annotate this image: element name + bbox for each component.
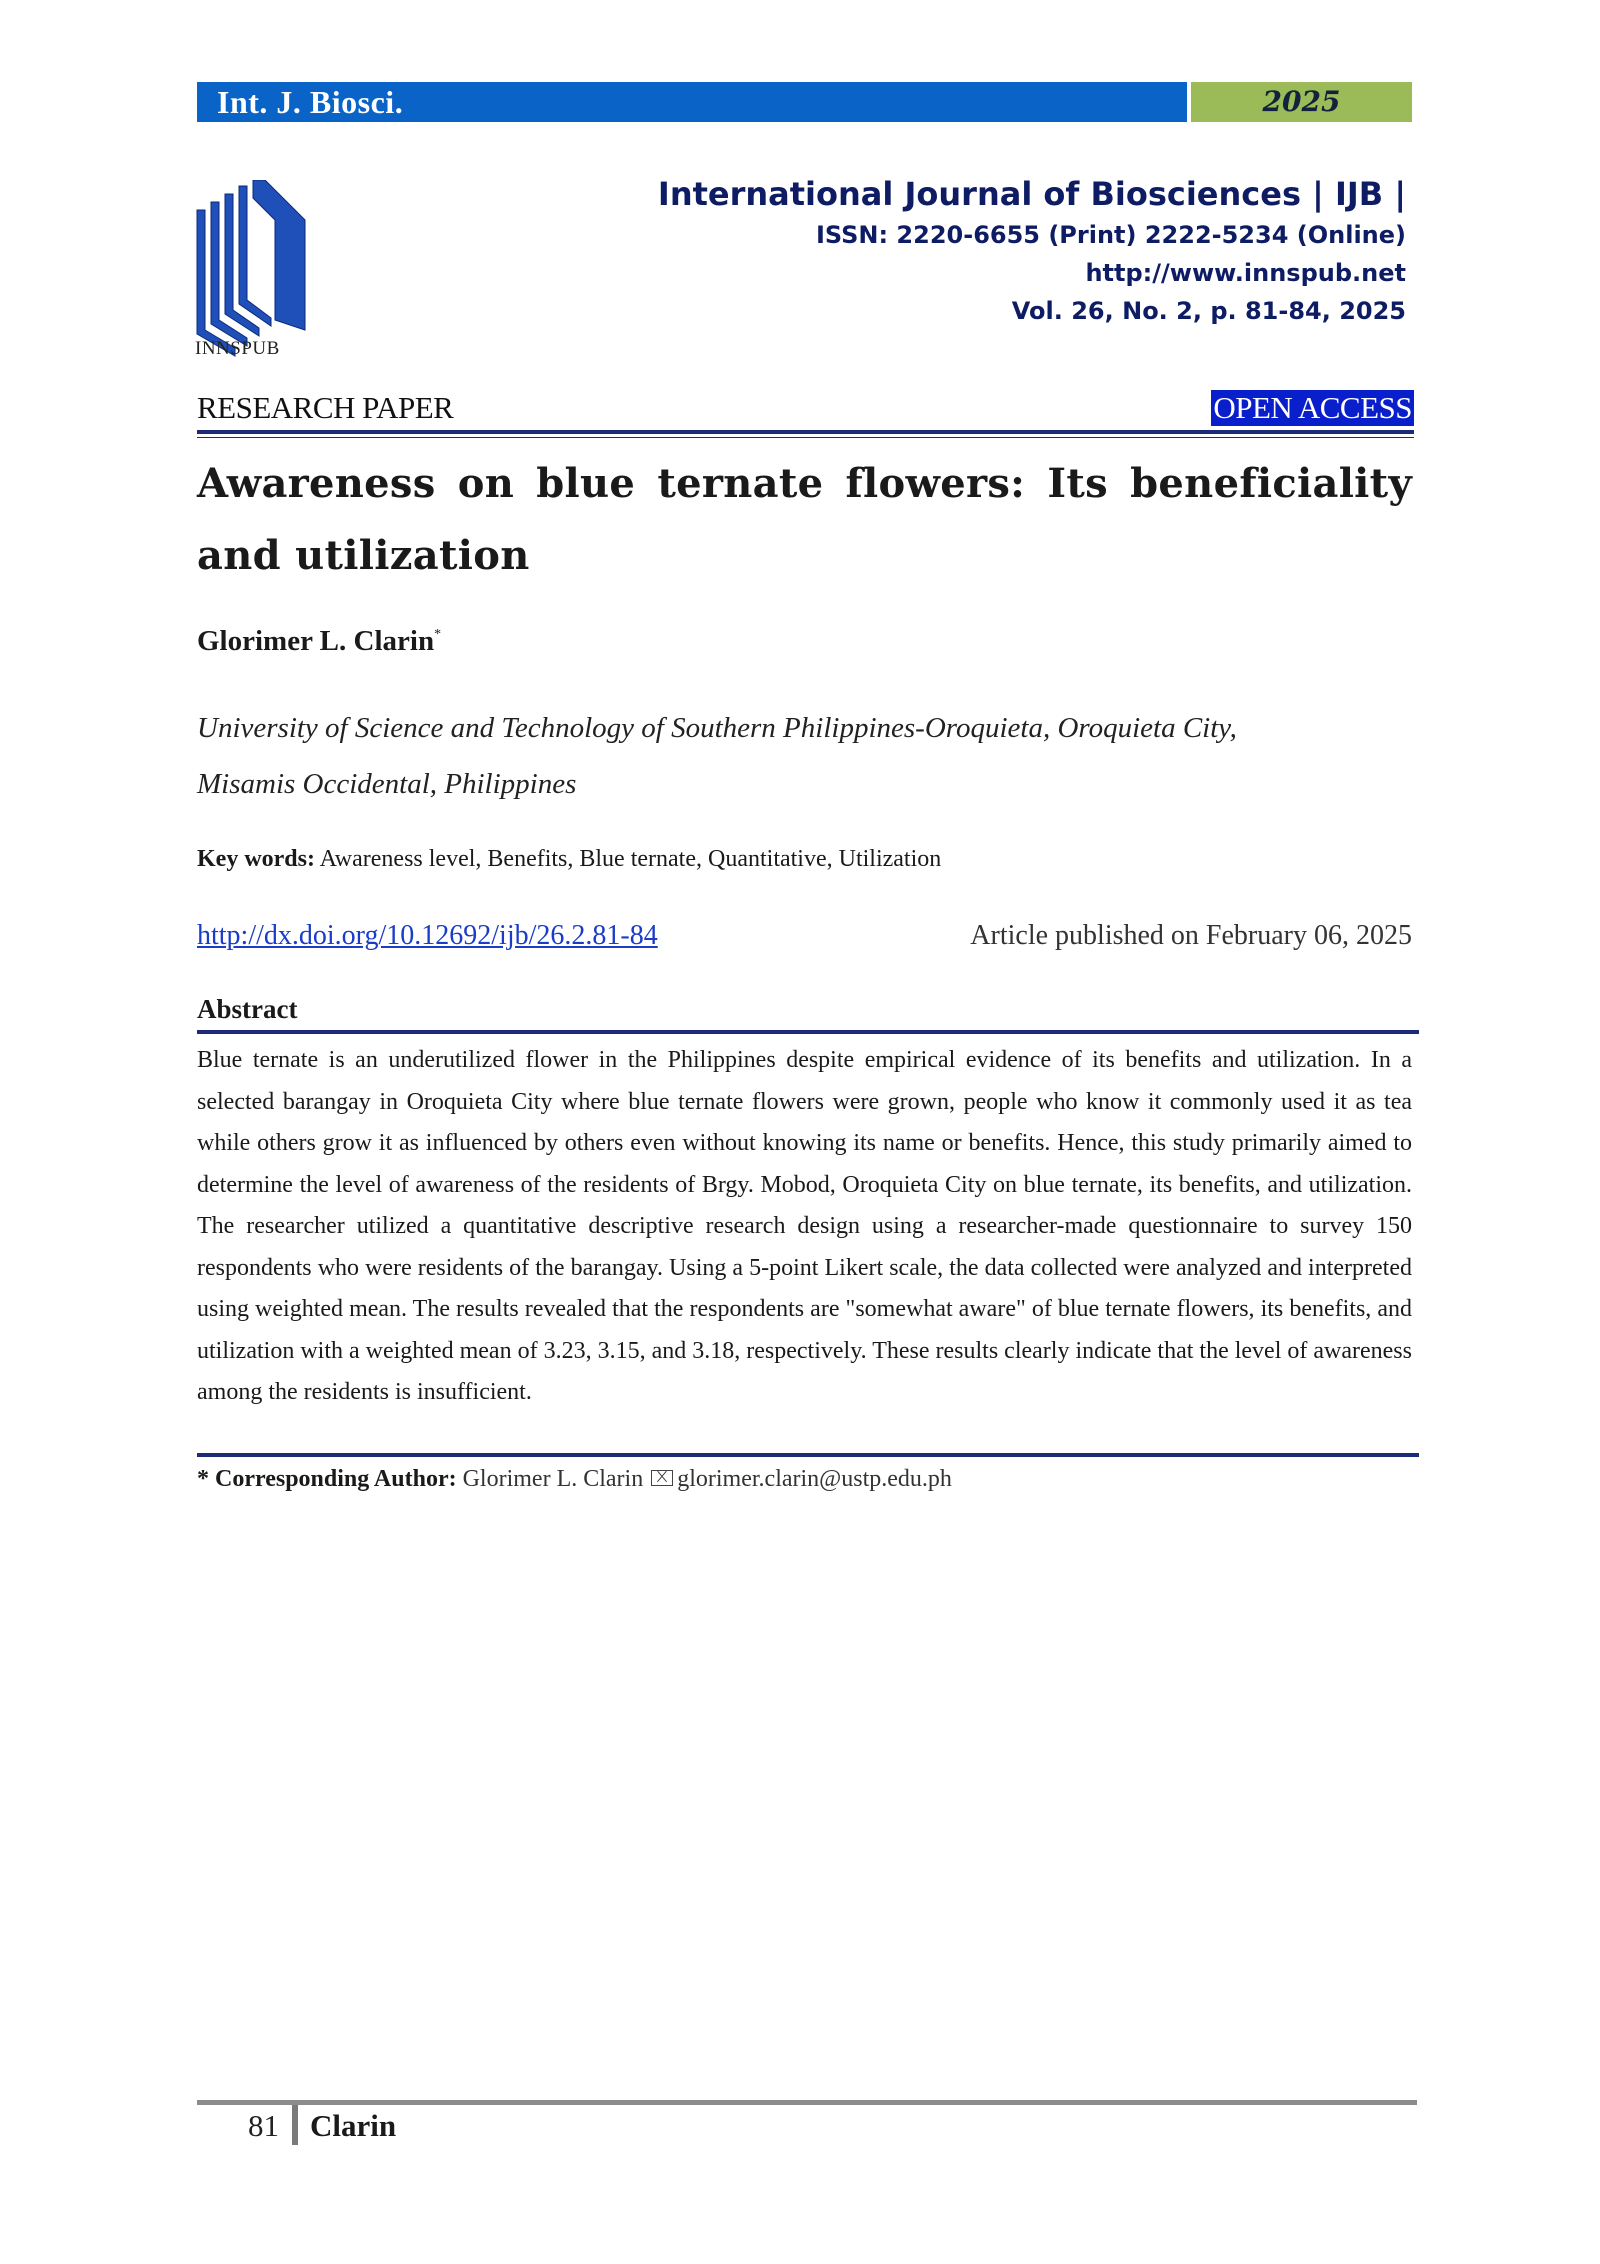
- paper-title: Awareness on blue ternate flowers: Its beneficiality and utilization: [197, 460, 1412, 579]
- doi-link[interactable]: http://dx.doi.org/10.12692/ijb/26.2.81-84: [197, 920, 658, 951]
- affiliation-line2: Misamis Occidental, Philippines: [197, 768, 577, 800]
- page-number: 81: [248, 2108, 279, 2143]
- author-name: Glorimer L. Clarin: [197, 625, 435, 657]
- author: [197, 625, 441, 658]
- header-rule: [197, 430, 1414, 434]
- abstract-rule-top: [197, 1030, 1419, 1034]
- footer-rule: [197, 2100, 1417, 2105]
- footer-divider: [292, 2105, 298, 2145]
- journal-title: International Journal of Biosciences | IJB |: [657, 175, 1406, 213]
- keywords: [197, 846, 941, 873]
- doi-row: [197, 920, 1412, 960]
- paper-type: RESEARCH PAPER: [197, 390, 454, 425]
- journal-url[interactable]: http://www.innspub.net: [1085, 259, 1406, 287]
- corresponding-mark: *: [197, 1466, 209, 1492]
- logo-text: INNSPUB: [195, 338, 280, 359]
- author-mark: *: [434, 627, 442, 642]
- journal-volume: Vol. 26, No. 2, p. 81-84, 2025: [1011, 297, 1406, 325]
- journal-abbrev: Int. J. Biosci.: [197, 82, 1187, 122]
- envelope-icon: [651, 1470, 673, 1486]
- journal-banner: [197, 82, 1412, 122]
- corresponding-name: Glorimer L. Clarin: [462, 1466, 644, 1492]
- abstract-body: Blue ternate is an underutilized flower in the Philippines despite empirical evidence of its benefits and utilization. In a selected barangay in Oroquieta City where blue ternate flowers were grown, people who know it commonly used it as tea while others grow it as influenced by others even without knowing its name or benefits. Hence, this study primarily aimed to determine the level of awareness of the residents of Brgy. Mobod, Oroquieta City on blue ternate, its benefits, and utilization. The researcher utilized a quantitative descriptive research design using a researcher-made questionnaire to survey 150 respondents who were residents of the barangay. Using a 5-point Likert scale, the data collected were analyzed and interpreted using weighted mean. The results revealed that the respondents are "somewhat aware" of blue ternate flowers, its benefits, and utilization with a weighted mean of 3.23, 3.15, and 3.18, respectively. These results clearly indicate that the level of awareness among the residents is insufficient.: [197, 1047, 1412, 1405]
- abstract-rule-bottom: [197, 1453, 1419, 1457]
- open-access-badge: OPEN ACCESS: [1213, 390, 1412, 425]
- banner-year: 2025: [1191, 82, 1412, 122]
- affiliation: [197, 700, 1412, 812]
- affiliation-line1: University of Science and Technology of Southern Philippines-Oroquieta, Oroquieta City,: [197, 712, 1237, 744]
- keywords-label: Key words:: [197, 846, 315, 872]
- journal-info: [658, 172, 1406, 330]
- corresponding-author: [197, 1466, 952, 1493]
- keywords-value: Awareness level, Benefits, Blue ternate, Quantitative, Utilization: [319, 846, 942, 872]
- corresponding-email[interactable]: glorimer.clarin@ustp.edu.ph: [677, 1466, 952, 1492]
- innspub-logo-icon: [195, 180, 315, 360]
- header-rule-thin: [197, 437, 1414, 438]
- paper-type-row: [197, 390, 1414, 430]
- abstract-heading: Abstract: [197, 994, 298, 1024]
- footer-author: Clarin: [310, 2108, 397, 2143]
- journal-issn: ISSN: 2220-6655 (Print) 2222-5234 (Online): [815, 221, 1406, 249]
- corresponding-label: Corresponding Author:: [215, 1466, 457, 1492]
- published-date: Article published on February 06, 2025: [970, 920, 1412, 951]
